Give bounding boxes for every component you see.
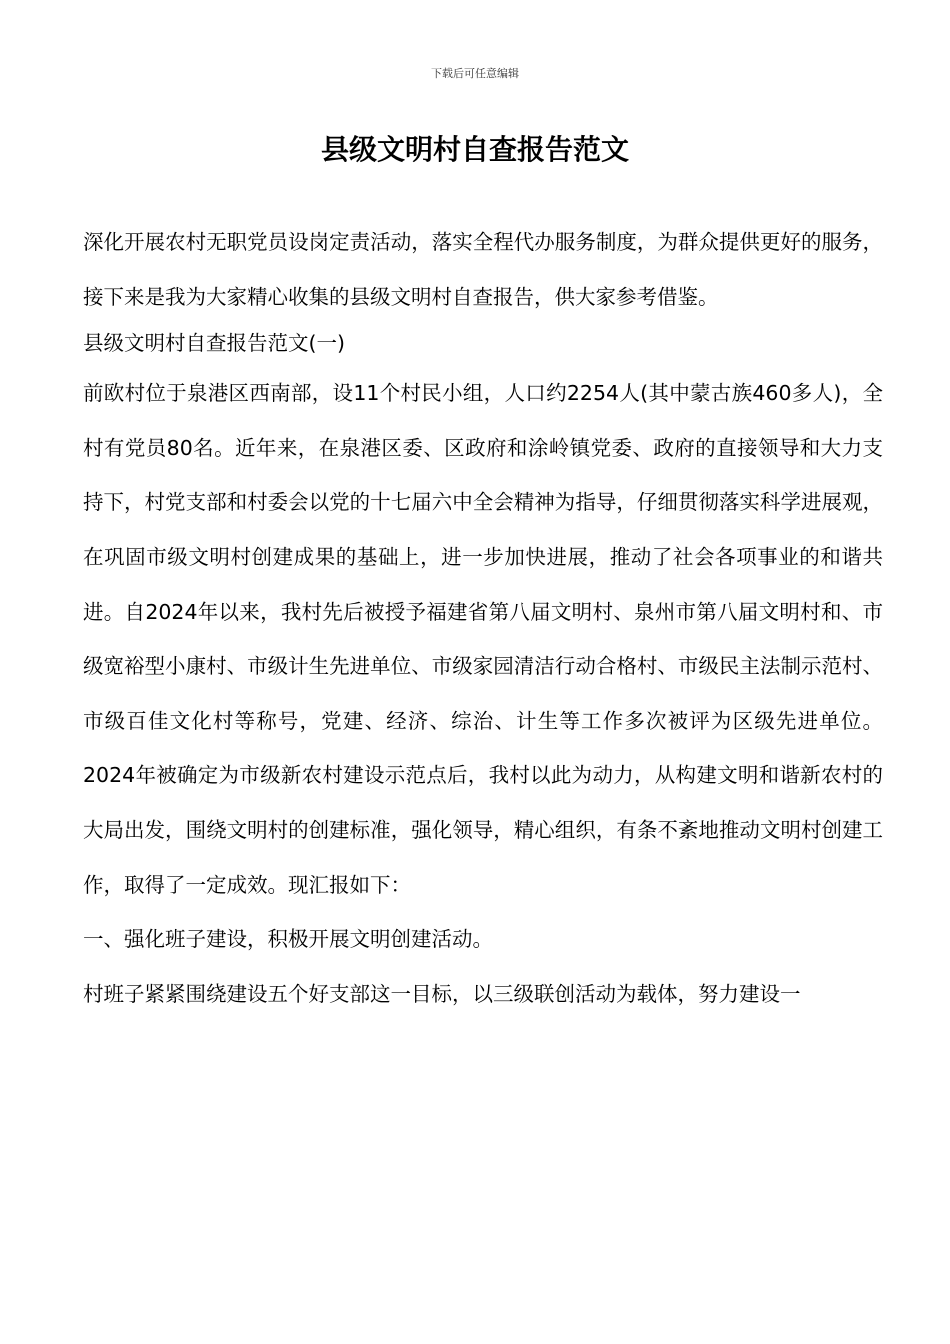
header-note: 下载后可任意编辑: [431, 67, 519, 80]
paragraph-team-building: 村班子紧紧围绕建设五个好支部这一目标，以三级联创活动为载体，努力建设一: [83, 981, 801, 1006]
section-title: 县级文明村自查报告范文(一): [83, 331, 345, 356]
intro-paragraph: 深化开展农村无职党员设岗定责活动，落实全程代办服务制度，为群众提供更好的服务，接下来是我为大家精心收集的县级文明村自查报告，供大家参考借鉴。: [83, 230, 883, 309]
document-title: 县级文明村自查报告范文: [320, 133, 629, 166]
paragraph-village-overview: 前欧村位于泉港区西南部，设11个村民小组，人口约2254人(其中蒙古族460多人)，全村有党员80名。近年来，在泉港区委、区政府和涂岭镇党委、政府的直接领导和大力支持下，村党支部和村委会以党的十七届六中全会精神为指导，仔细贯彻落实科学进展观，在巩固市级文明村创建成果的基础上，进一步加快进展，推动了社会各项事业的和谐共进。自2024年以来，我村先后被授予福建省第八届文明村、泉州市第八届文明村和、市级宽裕型小康村、市级计生先进单位、市级家园清洁行动合格村、市级民主法制示范村、市级百佳文化村等称号，党建、经济、综治、计生等工作多次被评为区级先进单位。2024年被确定为市级新农村建设示范点后，我村以此为动力，从构建文明和谐新农村的大局出发，围绕文明村的创建标准，强化领导，精心组织，有条不紊地推动文明村创建工作，取得了一定成效。现汇报如下：: [83, 381, 883, 897]
document-body: [83, 215, 883, 1021]
heading-team-building: 一、强化班子建设，积极开展文明创建活动。: [83, 927, 493, 952]
